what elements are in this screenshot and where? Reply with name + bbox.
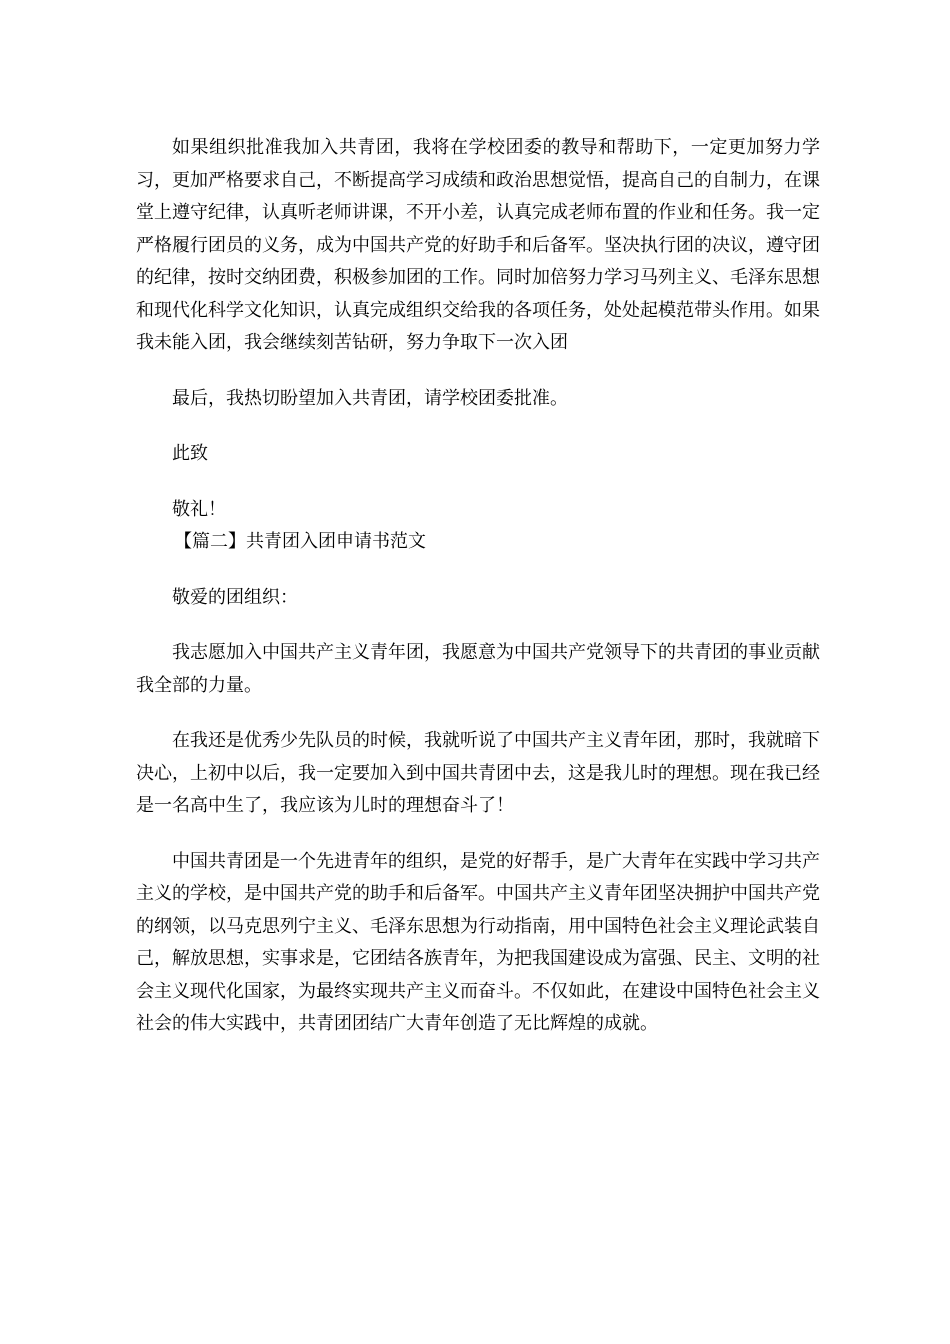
paragraph-body-2: 在我还是优秀少先队员的时候，我就听说了中国共产主义青年团，那时，我就暗下决心，上初中以后，我一定要加入到中国共青团中去，这是我儿时的理想。现在我已经是一名高中生了，我应该为儿时的理想奋斗了！ xyxy=(136,730,820,816)
paragraph-cizhi: 此致 xyxy=(172,443,208,464)
document-page xyxy=(136,132,820,1041)
paragraph-body-3: 中国共青团是一个先进青年的组织，是党的好帮手，是广大青年在实践中学习共产主义的学校，是中国共产党的助手和后备军。中国共产主义青年团坚决拥护中国共产党的纲领，以马克思列宁主义、毛泽东思想为行动指南，用中国特色社会主义理论武装自己，解放思想，实事求是，它团结各族青年，为把我国建设成为富强、民主、文明的社会主义现代化国家，为最终实现共产主义而奋斗。不仅如此，在建设中国特色社会主义社会的伟大实践中，共青团团结广大青年创造了无比辉煌的成就。 xyxy=(136,850,820,1034)
paragraph-body-1: 我志愿加入中国共产主义青年团，我愿意为中国共产党领导下的共青团的事业贡献我全部的力量。 xyxy=(136,642,820,696)
paragraph-jingli: 敬礼！ xyxy=(172,498,226,520)
paragraph-closing-request: 最后，我热切盼望加入共青团，请学校团委批准。 xyxy=(172,387,568,409)
paragraph-pledge: 如果组织批准我加入共青团，我将在学校团委的教导和帮助下，一定更加努力学习，更加严格要求自己，不断提高学习成绩和政治思想觉悟，提高自己的自制力，在课堂上遵守纪律，认真听老师讲课，不开小差，认真完成老师布置的作业和任务。我一定严格履行团员的义务，成为中国共产党的好助手和后备军。坚决执行团的决议，遵守团的纪律，按时交纳团费，积极参加团的工作。同时加倍努力学习马列主义、毛泽东思想和现代化科学文化知识，认真完成组织交给我的各项任务，处处起模范带头作用。如果我未能入团，我会继续刻苦钻研，努力争取下一次入团 xyxy=(136,137,820,353)
salutation: 敬爱的团组织： xyxy=(172,586,298,608)
section-heading: 【篇二】共青团入团申请书范文 xyxy=(174,531,426,552)
